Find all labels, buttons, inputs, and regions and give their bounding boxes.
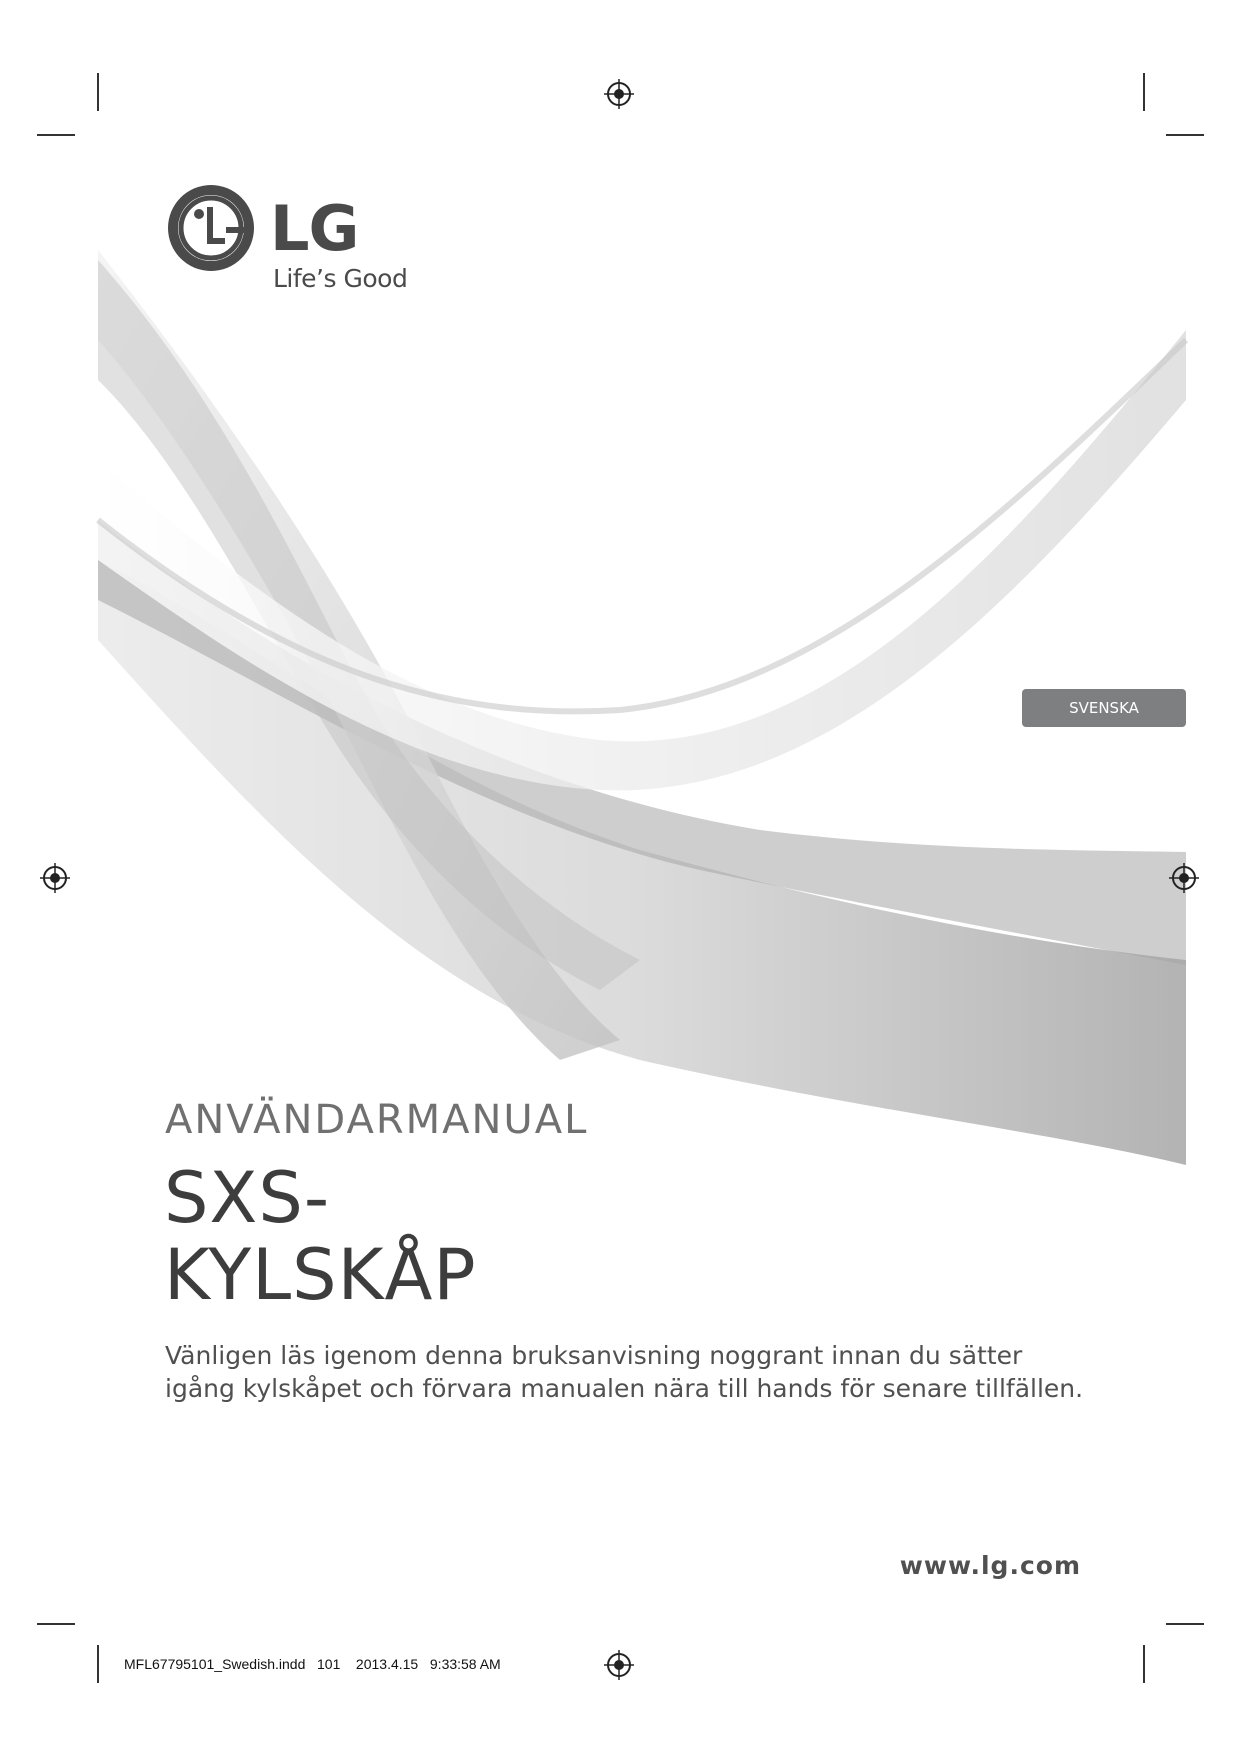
intro-paragraph (165, 1340, 1125, 1405)
crop-mark (1143, 73, 1145, 111)
crop-mark (97, 1645, 99, 1683)
brand-logo-text: LG (270, 192, 359, 265)
lg-logo-icon (166, 183, 256, 273)
registration-target-icon (1169, 863, 1199, 893)
registration-target-icon (604, 79, 634, 109)
language-badge: SVENSKA (1022, 689, 1186, 727)
product-title (164, 1157, 477, 1316)
crop-mark (37, 1623, 75, 1625)
website-link[interactable]: www.lg.com (899, 1551, 1081, 1580)
print-slug: MFL67795101_Swedish.indd 101 2013.4.15 9:33:58 AM (124, 1656, 501, 1672)
crop-mark (37, 134, 75, 136)
crop-mark (97, 73, 99, 111)
brand-tagline: Life’s Good (273, 264, 408, 293)
intro-line: igång kylskåpet och förvara manualen nära till hands för senare tillfällen. (165, 1373, 1084, 1403)
crop-mark (1143, 1645, 1145, 1683)
product-title-line: KYLSKÅP (164, 1234, 477, 1316)
registration-target-icon (604, 1650, 634, 1680)
document-type: ANVÄNDARMANUAL (165, 1097, 589, 1143)
crop-mark (1166, 1623, 1204, 1625)
crop-mark (1166, 134, 1204, 136)
intro-line: Vänligen läs igenom denna bruksanvisning noggrant innan du sätter (165, 1341, 1023, 1370)
product-title-line: SXS- (164, 1157, 331, 1239)
registration-target-icon (40, 863, 70, 893)
